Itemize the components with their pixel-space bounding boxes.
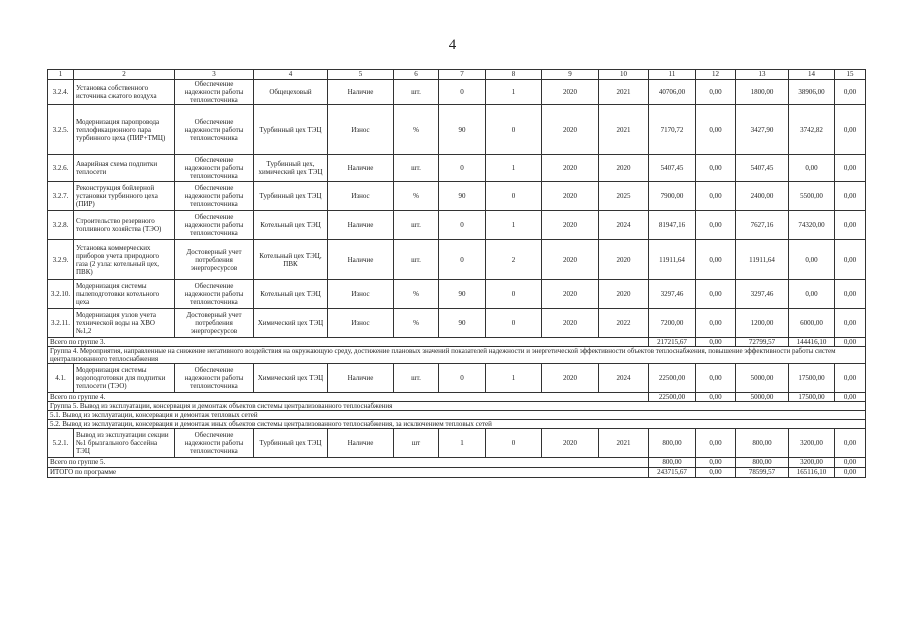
table-cell: Износ bbox=[328, 105, 394, 155]
table-cell: 800,00 bbox=[649, 429, 696, 458]
table-cell: Аварийная схема подпитки теплосети bbox=[74, 155, 175, 182]
table-cell: Достоверный учет потребления энергоресурсов bbox=[175, 240, 254, 280]
table-cell: Химический цех ТЭЦ bbox=[254, 364, 328, 393]
table-row bbox=[48, 80, 866, 105]
table-cell: Обеспечение надежности работы теплоисточника bbox=[175, 105, 254, 155]
table-cell: 3.2.10. bbox=[48, 280, 74, 309]
total-value: 72799,57 bbox=[736, 338, 789, 347]
table-cell: 3.2.5. bbox=[48, 105, 74, 155]
table-cell: 7900,00 bbox=[649, 182, 696, 211]
total-value: 0,00 bbox=[696, 338, 736, 347]
table-cell: 7170,72 bbox=[649, 105, 696, 155]
table-cell: 3297,46 bbox=[736, 280, 789, 309]
table-cell: 11911,64 bbox=[649, 240, 696, 280]
table-cell: 0,00 bbox=[696, 80, 736, 105]
table-cell: 0,00 bbox=[696, 364, 736, 393]
table-cell: 0,00 bbox=[835, 80, 866, 105]
total-value: 0,00 bbox=[696, 458, 736, 467]
column-number: 3 bbox=[175, 70, 254, 80]
table-cell: 0,00 bbox=[696, 155, 736, 182]
table-cell: 2020 bbox=[542, 280, 599, 309]
table-cell: Обеспечение надежности работы теплоисточника bbox=[175, 80, 254, 105]
total-value: 165116,10 bbox=[789, 467, 835, 477]
table-cell: 2020 bbox=[542, 211, 599, 240]
table-cell: 1 bbox=[486, 80, 542, 105]
total-label: ИТОГО по программе bbox=[48, 467, 649, 477]
table-cell: 22500,00 bbox=[649, 364, 696, 393]
total-value: 0,00 bbox=[696, 467, 736, 477]
group-title: 5.1. Вывод из эксплуатации, консервация и демонтаж тепловых сетей bbox=[48, 411, 866, 420]
total-value: 800,00 bbox=[649, 458, 696, 467]
table-cell: Химический цех ТЭЦ bbox=[254, 309, 328, 338]
table-cell: 0 bbox=[439, 364, 486, 393]
table-cell: 5000,00 bbox=[736, 364, 789, 393]
total-value: 0,00 bbox=[696, 393, 736, 402]
table-cell: 3200,00 bbox=[789, 429, 835, 458]
table-cell: Износ bbox=[328, 182, 394, 211]
total-label: Всего по группе 3. bbox=[48, 338, 649, 347]
table-cell: 1 bbox=[439, 429, 486, 458]
table-cell: шт bbox=[394, 429, 439, 458]
table-cell: 3297,46 bbox=[649, 280, 696, 309]
table-row bbox=[48, 105, 866, 155]
table-cell: 0,00 bbox=[835, 240, 866, 280]
table-cell: Наличие bbox=[328, 364, 394, 393]
column-number: 15 bbox=[835, 70, 866, 80]
column-number: 13 bbox=[736, 70, 789, 80]
table-cell: 0,00 bbox=[835, 155, 866, 182]
table-cell: Наличие bbox=[328, 155, 394, 182]
total-label: Всего по группе 5. bbox=[48, 458, 649, 467]
table-cell: Износ bbox=[328, 280, 394, 309]
table-row bbox=[48, 155, 866, 182]
table-cell: 0,00 bbox=[789, 240, 835, 280]
table-cell: 1200,00 bbox=[736, 309, 789, 338]
table-cell: 1 bbox=[486, 155, 542, 182]
table-cell: 3.2.7. bbox=[48, 182, 74, 211]
table-cell: 0,00 bbox=[696, 211, 736, 240]
column-number: 8 bbox=[486, 70, 542, 80]
table-cell: 2020 bbox=[542, 80, 599, 105]
table-cell: 2020 bbox=[542, 240, 599, 280]
table-cell: 2020 bbox=[542, 105, 599, 155]
table-cell: 2020 bbox=[599, 240, 649, 280]
table-row bbox=[48, 280, 866, 309]
table-cell: шт. bbox=[394, 211, 439, 240]
table-row bbox=[48, 309, 866, 338]
table-cell: 0,00 bbox=[789, 155, 835, 182]
table-cell: 74320,00 bbox=[789, 211, 835, 240]
page-number: 4 bbox=[448, 37, 457, 53]
total-value: 0,00 bbox=[835, 458, 866, 467]
table-cell: 2021 bbox=[599, 429, 649, 458]
table-cell: 0 bbox=[486, 429, 542, 458]
table-cell: шт. bbox=[394, 155, 439, 182]
table-cell: 7200,00 bbox=[649, 309, 696, 338]
table-cell: Установка собственного источника сжатого воздуха bbox=[74, 80, 175, 105]
column-number: 11 bbox=[649, 70, 696, 80]
table-cell: 3.2.8. bbox=[48, 211, 74, 240]
total-value: 0,00 bbox=[835, 467, 866, 477]
table-cell: Обеспечение надежности работы теплоисточника bbox=[175, 155, 254, 182]
group-header-row bbox=[48, 420, 866, 429]
table-cell: шт. bbox=[394, 80, 439, 105]
table-cell: 0,00 bbox=[696, 105, 736, 155]
total-value: 78599,57 bbox=[736, 467, 789, 477]
total-value: 17500,00 bbox=[789, 393, 835, 402]
table-cell: Обеспечение надежности работы теплоисточника bbox=[175, 429, 254, 458]
table-cell: 2021 bbox=[599, 80, 649, 105]
table-cell: 1 bbox=[486, 364, 542, 393]
column-number: 7 bbox=[439, 70, 486, 80]
table-cell: 4.1. bbox=[48, 364, 74, 393]
table-cell: 3.2.9. bbox=[48, 240, 74, 280]
table-cell: Котельный цех ТЭЦ bbox=[254, 280, 328, 309]
column-number: 5 bbox=[328, 70, 394, 80]
column-number: 14 bbox=[789, 70, 835, 80]
table-row bbox=[48, 182, 866, 211]
table-cell: Обеспечение надежности работы теплоисточника bbox=[175, 364, 254, 393]
table-cell: 2020 bbox=[599, 280, 649, 309]
table-cell: % bbox=[394, 309, 439, 338]
table-cell: 38906,00 bbox=[789, 80, 835, 105]
table-cell: 0,00 bbox=[696, 240, 736, 280]
total-value: 0,00 bbox=[835, 393, 866, 402]
table-cell: Турбинный цех ТЭЦ bbox=[254, 429, 328, 458]
table-cell: 3.2.4. bbox=[48, 80, 74, 105]
table-cell: % bbox=[394, 280, 439, 309]
total-value: 243715,67 bbox=[649, 467, 696, 477]
table-cell: шт. bbox=[394, 364, 439, 393]
table-cell: 0,00 bbox=[789, 280, 835, 309]
total-value: 5000,00 bbox=[736, 393, 789, 402]
table-cell: 2 bbox=[486, 240, 542, 280]
table-cell: 7627,16 bbox=[736, 211, 789, 240]
table-cell: 11911,64 bbox=[736, 240, 789, 280]
table-cell: 0,00 bbox=[835, 364, 866, 393]
table-row bbox=[48, 240, 866, 280]
investment-program-table bbox=[47, 69, 866, 478]
column-number-row bbox=[48, 70, 866, 80]
table-cell: 90 bbox=[439, 105, 486, 155]
table-cell: 0 bbox=[486, 105, 542, 155]
total-value: 800,00 bbox=[736, 458, 789, 467]
table-cell: 2020 bbox=[542, 364, 599, 393]
column-number: 10 bbox=[599, 70, 649, 80]
table-cell: Наличие bbox=[328, 429, 394, 458]
group-header-row bbox=[48, 402, 866, 411]
table-cell: 2024 bbox=[599, 364, 649, 393]
total-value: 217215,67 bbox=[649, 338, 696, 347]
table-cell: % bbox=[394, 105, 439, 155]
total-value: 144416,10 bbox=[789, 338, 835, 347]
table-cell: 40706,00 bbox=[649, 80, 696, 105]
table-row bbox=[48, 211, 866, 240]
table-cell: Наличие bbox=[328, 211, 394, 240]
table-cell: шт. bbox=[394, 240, 439, 280]
table-cell: 0,00 bbox=[835, 280, 866, 309]
table-cell: Модернизация паропровода теплофикационного пара турбинного цеха (ПИР+ТМЦ) bbox=[74, 105, 175, 155]
group-title: 5.2. Вывод из эксплуатации, консервация и демонтаж иных объектов системы централизованного теплоснабжения, за исключением тепловых сетей bbox=[48, 420, 866, 429]
table-cell: Котельный цех ТЭЦ bbox=[254, 211, 328, 240]
table-cell: Установка коммерческих приборов учета природного газа (2 узла: котельный цех, ПВК) bbox=[74, 240, 175, 280]
total-row bbox=[48, 458, 866, 467]
table-cell: Обеспечение надежности работы теплоисточника bbox=[175, 211, 254, 240]
table-cell: % bbox=[394, 182, 439, 211]
table-cell: 0,00 bbox=[696, 182, 736, 211]
table-cell: 90 bbox=[439, 309, 486, 338]
table-cell: Наличие bbox=[328, 80, 394, 105]
group-title: Группа 5. Вывод из эксплуатации, консервация и демонтаж объектов системы централизованного теплоснабжения bbox=[48, 402, 866, 411]
group-header-row bbox=[48, 347, 866, 364]
column-number: 1 bbox=[48, 70, 74, 80]
table-cell: 0 bbox=[486, 182, 542, 211]
table-cell: Обеспечение надежности работы теплоисточника bbox=[175, 280, 254, 309]
table-cell: 90 bbox=[439, 182, 486, 211]
table-cell: 0,00 bbox=[835, 429, 866, 458]
table-cell: Модернизация системы пылеподготовки котельного цеха bbox=[74, 280, 175, 309]
table-cell: Модернизация системы водоподготовки для подпитки теплосети (ТЭО) bbox=[74, 364, 175, 393]
total-row bbox=[48, 467, 866, 477]
table-cell: Обеспечение надежности работы теплоисточника bbox=[175, 182, 254, 211]
group-header-row bbox=[48, 411, 866, 420]
table-cell: 5.2.1. bbox=[48, 429, 74, 458]
total-label: Всего по группе 4. bbox=[48, 393, 649, 402]
table-cell: 2025 bbox=[599, 182, 649, 211]
table-cell: 2020 bbox=[542, 429, 599, 458]
table-cell: 0,00 bbox=[835, 309, 866, 338]
table-cell: Достоверный учет потребления энергоресурсов bbox=[175, 309, 254, 338]
column-number: 12 bbox=[696, 70, 736, 80]
table-cell: 0 bbox=[439, 240, 486, 280]
table-cell: Модернизация узлов учета технической воды на ХВО №1,2 bbox=[74, 309, 175, 338]
table-cell: 3742,82 bbox=[789, 105, 835, 155]
table-cell: 2020 bbox=[542, 182, 599, 211]
table-cell: 3427,90 bbox=[736, 105, 789, 155]
table-cell: 0 bbox=[486, 280, 542, 309]
table-cell: 0 bbox=[486, 309, 542, 338]
table-row bbox=[48, 364, 866, 393]
table-cell: Наличие bbox=[328, 240, 394, 280]
table-cell: 3.2.11. bbox=[48, 309, 74, 338]
table-cell: 0,00 bbox=[696, 280, 736, 309]
table-cell: 0,00 bbox=[696, 429, 736, 458]
table-cell: Турбинный цех ТЭЦ bbox=[254, 182, 328, 211]
table-cell: 90 bbox=[439, 280, 486, 309]
table-cell: 5407,45 bbox=[736, 155, 789, 182]
table-cell: 2020 bbox=[542, 309, 599, 338]
group-title: Группа 4. Мероприятия, направленные на снижение негативного воздействия на окружающую среду, достижение плановых значений показателей надежности и энергетической эффективности объектов теплоснабжения, повышение эффективности работы систем централизованного теплоснабжения bbox=[48, 347, 866, 364]
table-cell: 5500,00 bbox=[789, 182, 835, 211]
table-cell: 2400,00 bbox=[736, 182, 789, 211]
table-cell: 0 bbox=[439, 80, 486, 105]
table-cell: Износ bbox=[328, 309, 394, 338]
table-cell: Вывод из эксплуатации секции №1 брызгального бассейна ТЭЦ bbox=[74, 429, 175, 458]
table-cell: 0,00 bbox=[835, 105, 866, 155]
total-row bbox=[48, 393, 866, 402]
table-cell: Реконструкция бойлерной установки турбинного цеха (ПИР) bbox=[74, 182, 175, 211]
table-cell: 2021 bbox=[599, 105, 649, 155]
table-cell: 1 bbox=[486, 211, 542, 240]
table-cell: 0 bbox=[439, 211, 486, 240]
total-row bbox=[48, 338, 866, 347]
table-cell: 3.2.6. bbox=[48, 155, 74, 182]
column-number: 2 bbox=[74, 70, 175, 80]
table-cell: 0,00 bbox=[835, 211, 866, 240]
table-row bbox=[48, 429, 866, 458]
table-cell: 17500,00 bbox=[789, 364, 835, 393]
table-cell: Турбинный цех ТЭЦ bbox=[254, 105, 328, 155]
table-cell: 0 bbox=[439, 155, 486, 182]
table-cell: 800,00 bbox=[736, 429, 789, 458]
table-cell: 2024 bbox=[599, 211, 649, 240]
total-value: 22500,00 bbox=[649, 393, 696, 402]
total-value: 3200,00 bbox=[789, 458, 835, 467]
table-cell: Общецеховый bbox=[254, 80, 328, 105]
table-cell: 0,00 bbox=[696, 309, 736, 338]
total-value: 0,00 bbox=[835, 338, 866, 347]
table-cell: Турбинный цех, химический цех ТЭЦ bbox=[254, 155, 328, 182]
table-cell: 0,00 bbox=[835, 182, 866, 211]
table-cell: 6000,00 bbox=[789, 309, 835, 338]
table-cell: 1800,00 bbox=[736, 80, 789, 105]
column-number: 6 bbox=[394, 70, 439, 80]
column-number: 9 bbox=[542, 70, 599, 80]
table-cell: 2022 bbox=[599, 309, 649, 338]
column-number: 4 bbox=[254, 70, 328, 80]
table-cell: Котельный цех ТЭЦ, ПВК bbox=[254, 240, 328, 280]
table-cell: 5407,45 bbox=[649, 155, 696, 182]
table-cell: 81947,16 bbox=[649, 211, 696, 240]
table-cell: 2020 bbox=[542, 155, 599, 182]
table-cell: Строительство резервного топливного хозяйства (ТЭО) bbox=[74, 211, 175, 240]
table-cell: 2020 bbox=[599, 155, 649, 182]
